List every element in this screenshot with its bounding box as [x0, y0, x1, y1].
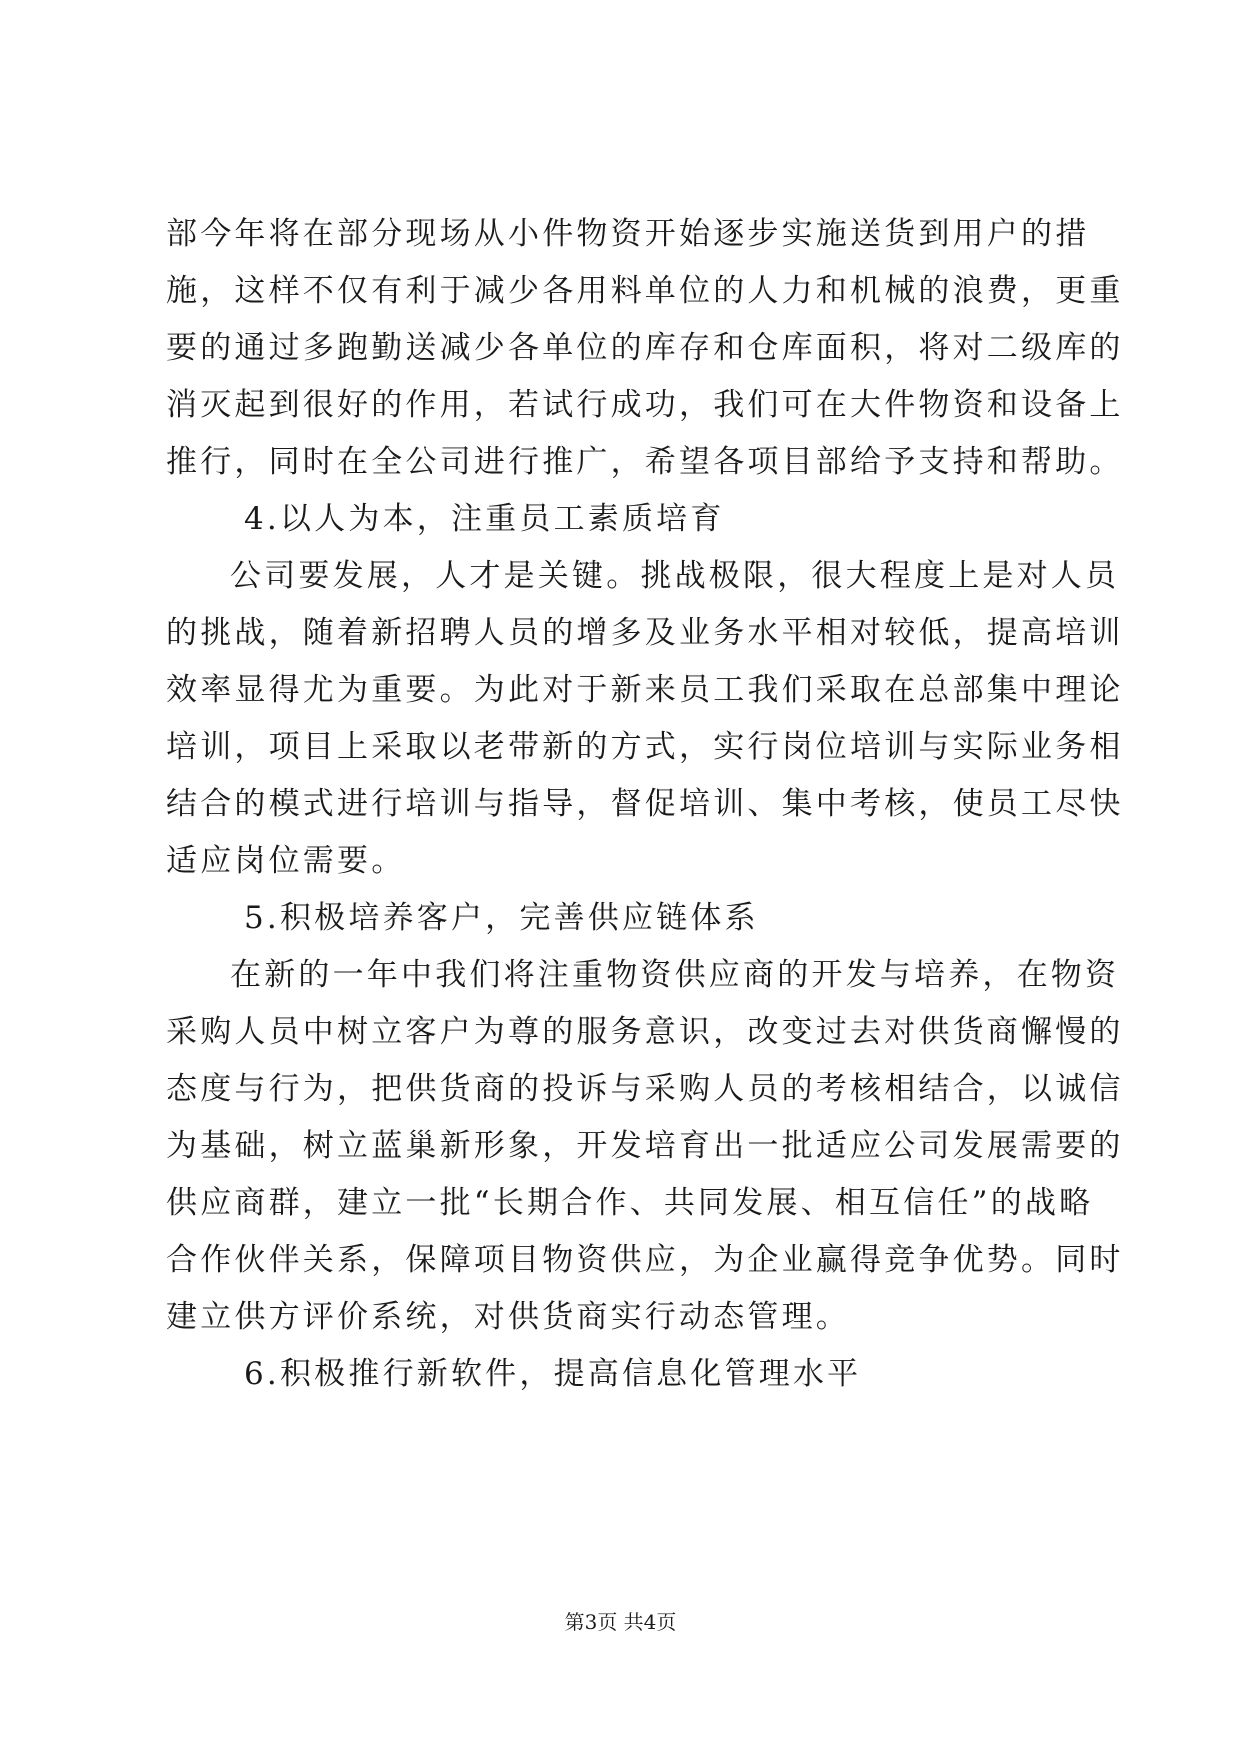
body-text-line: 推行，同时在全公司进行推广，希望各项目部给予支持和帮助。	[166, 444, 1124, 480]
body-text-line: 供应商群，建立一批“长期合作、共同发展、相互信任”的战略	[166, 1185, 1094, 1221]
body-text-line: 建立供方评价系统，对供货商实行动态管理。	[166, 1299, 850, 1335]
section-heading: 6.积极推行新软件，提高信息化管理水平	[244, 1356, 862, 1392]
body-text-line: 的挑战，随着新招聘人员的增多及业务水平相对较低，提高培训	[166, 615, 1124, 651]
body-text-line: 要的通过多跑勤送减少各单位的库存和仓库面积，将对二级库的	[166, 330, 1124, 366]
body-text-line: 为基础，树立蓝巢新形象，开发培育出一批适应公司发展需要的	[166, 1128, 1124, 1164]
section-heading: 5.积极培养客户，完善供应链体系	[244, 900, 759, 936]
page-footer: 第3页 共4页	[564, 1610, 677, 1634]
body-text-line: 采购人员中树立客户为尊的服务意识，改变过去对供货商懈慢的	[166, 1014, 1124, 1050]
body-text-line: 效率显得尤为重要。为此对于新来员工我们采取在总部集中理论	[166, 672, 1124, 708]
body-text-line: 施，这样不仅有利于减少各用料单位的人力和机械的浪费，更重	[166, 273, 1124, 309]
body-text-line: 在新的一年中我们将注重物资供应商的开发与培养，在物资	[230, 957, 1120, 993]
body-text-line: 培训，项目上采取以老带新的方式，实行岗位培训与实际业务相	[166, 729, 1124, 765]
body-text-line: 公司要发展，人才是关键。挑战极限，很大程度上是对人员	[230, 558, 1120, 594]
section-heading: 4.以人为本，注重员工素质培育	[244, 501, 725, 537]
body-text-line: 部今年将在部分现场从小件物资开始逐步实施送货到用户的措	[166, 216, 1090, 252]
body-text-line: 合作伙伴关系，保障项目物资供应，为企业赢得竞争优势。同时	[166, 1242, 1124, 1278]
body-text-line: 态度与行为，把供货商的投诉与采购人员的考核相结合，以诚信	[166, 1071, 1124, 1107]
body-text-line: 结合的模式进行培训与指导，督促培训、集中考核，使员工尽快	[166, 786, 1124, 822]
body-text-line: 消灭起到很好的作用，若试行成功，我们可在大件物资和设备上	[166, 387, 1124, 423]
body-text-line: 适应岗位需要。	[166, 843, 406, 879]
